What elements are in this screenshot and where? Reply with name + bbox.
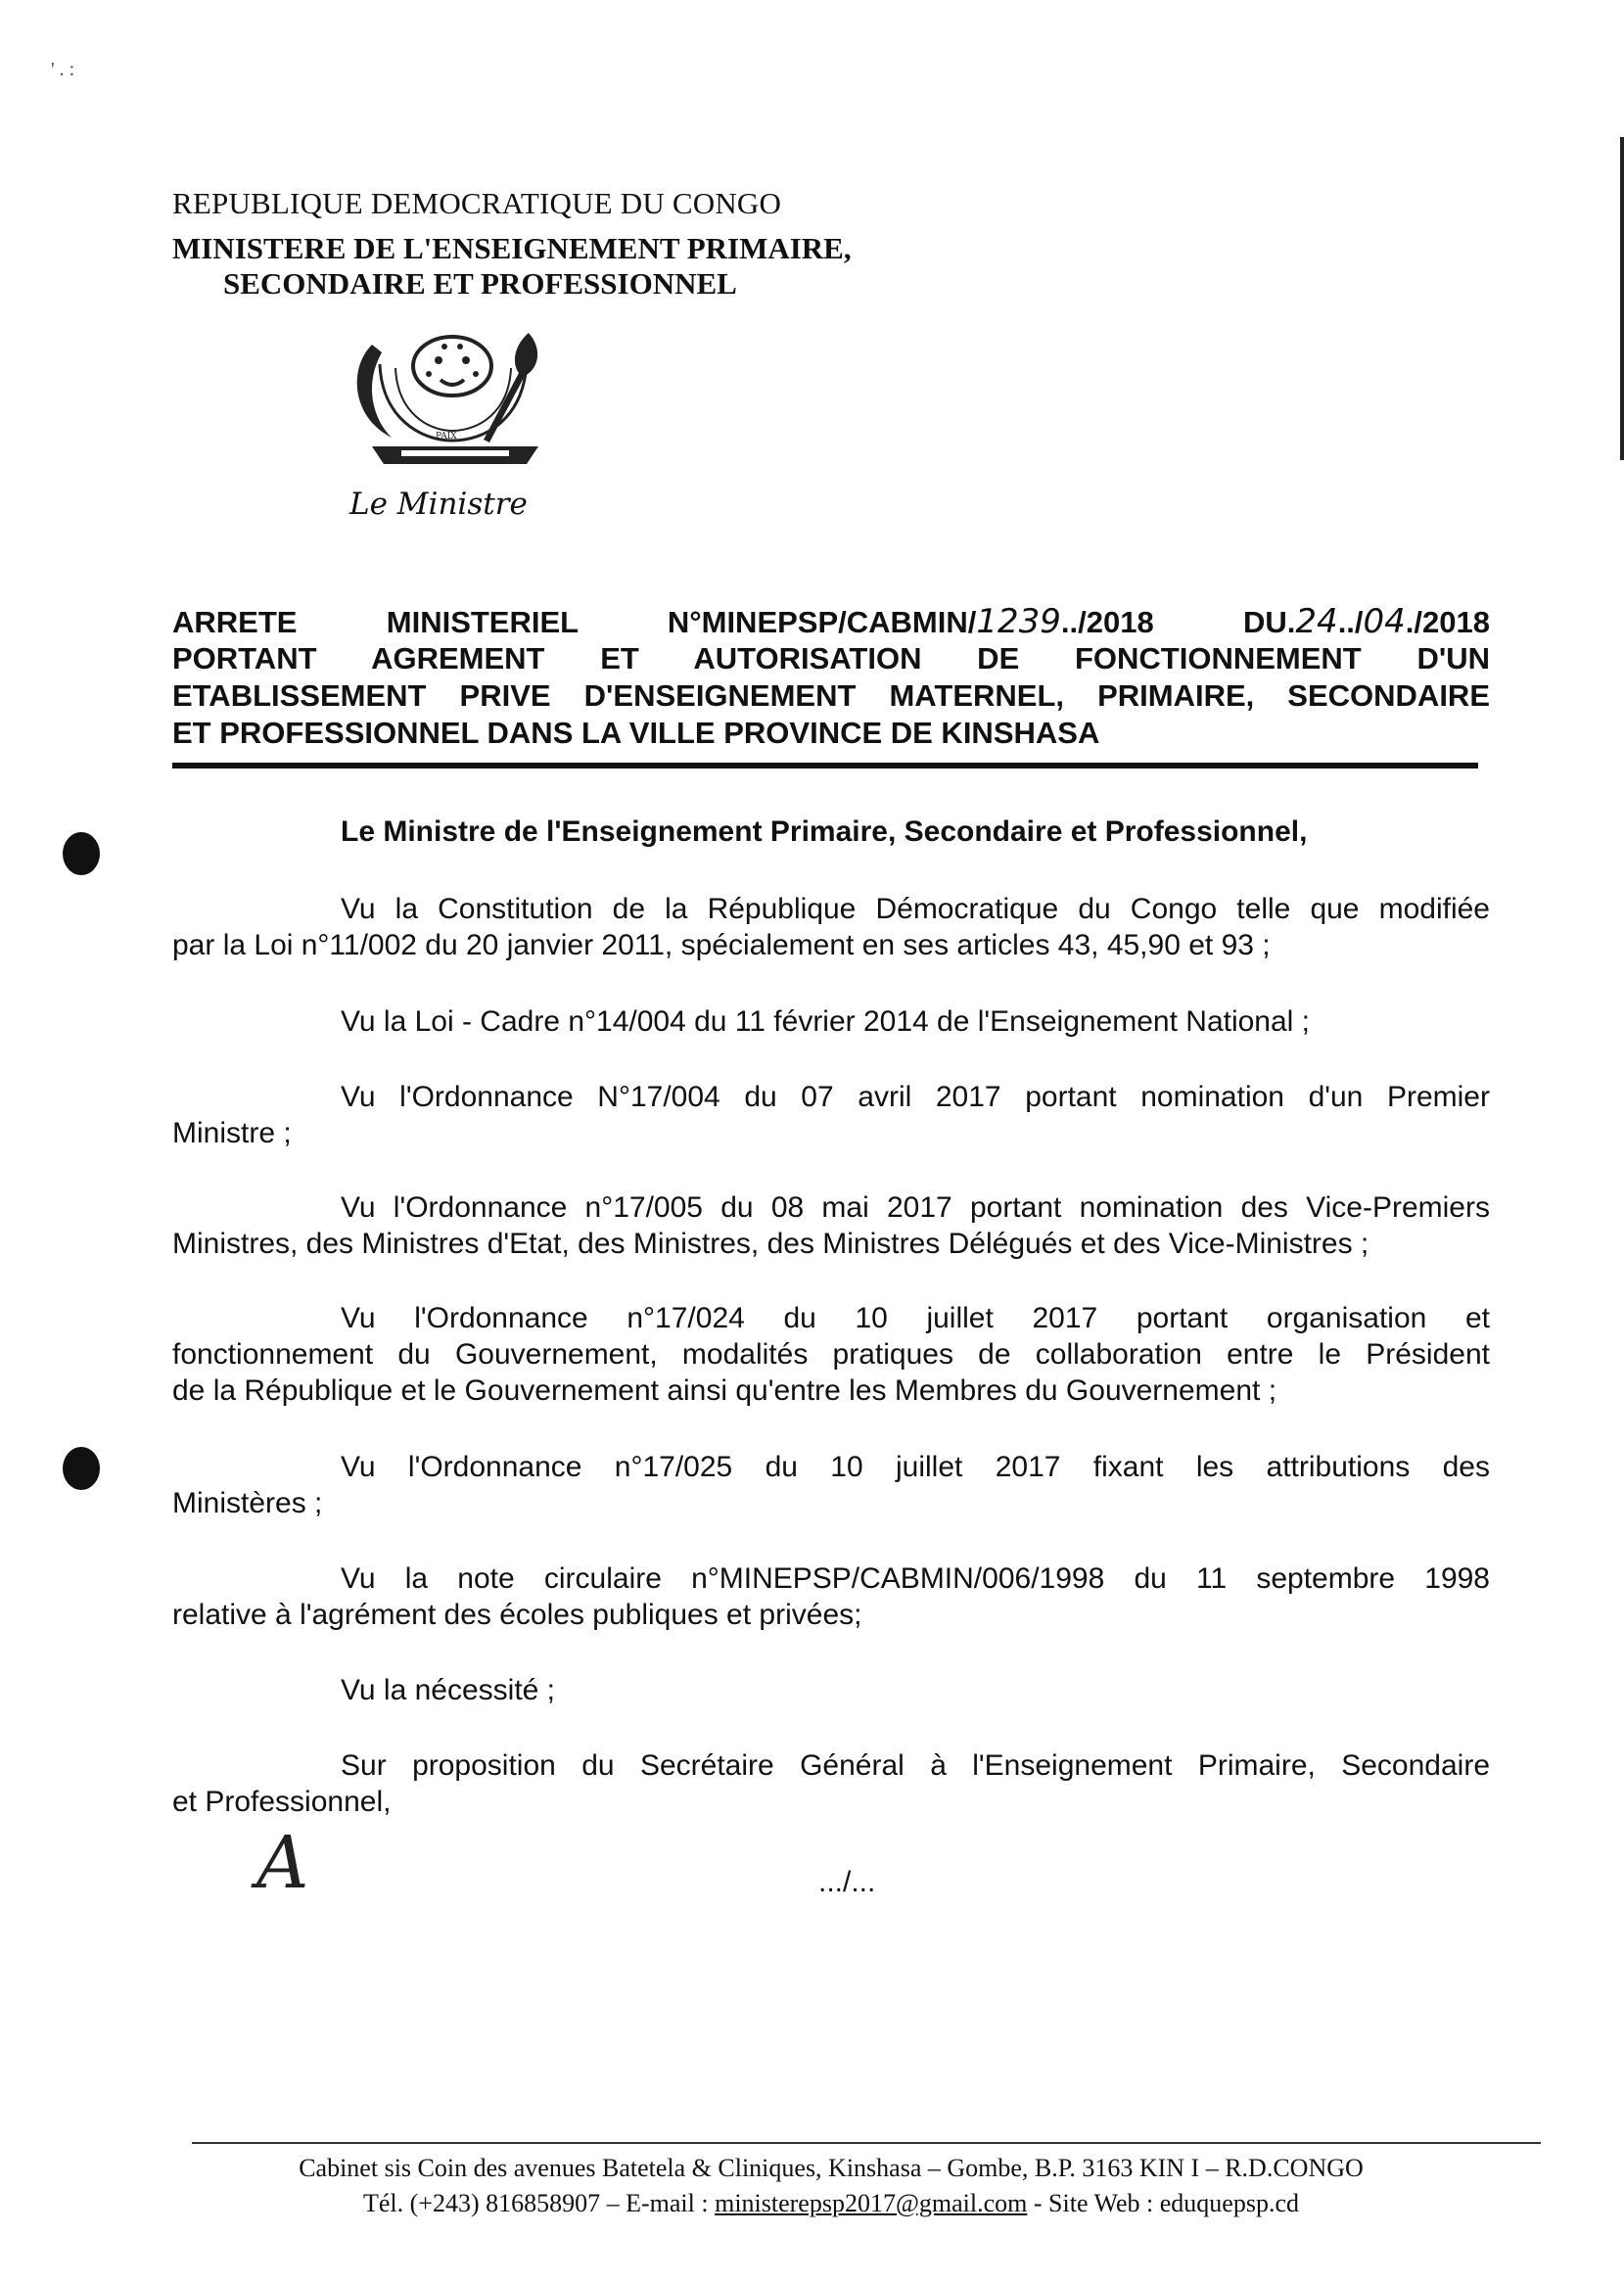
visa-ordonnance-attributions: [172, 1449, 1490, 1521]
footer-contact: [172, 2189, 1490, 2218]
decree-number-label: ARRETE MINISTERIEL N°MINEPSP/CABMIN/: [172, 605, 977, 639]
footer-website: - Site Web : eduquepsp.cd: [1027, 2189, 1299, 2217]
decree-title-line4: ET PROFESSIONNEL DANS LA VILLE PROVINCE DE KINSHASA: [172, 716, 1100, 750]
date-separator: ../: [1337, 605, 1364, 639]
visa-line: Vu l'Ordonnance n°17/025 du 10 juillet 2017 fixant les attributions des: [341, 1451, 1490, 1483]
visa-ordonnance-gouvernement: [172, 1300, 1490, 1409]
visa-line: Vu l'Ordonnance N°17/004 du 07 avril 2017 portant nomination d'un Premier: [341, 1081, 1490, 1113]
visa-constitution: [172, 891, 1490, 963]
visa-line: Vu l'Ordonnance n°17/024 du 10 juillet 2017 portant organisation et: [341, 1302, 1490, 1334]
scan-specks: ' . :: [51, 59, 75, 80]
visa-line: Ministères ;: [172, 1487, 323, 1519]
visa-line: et Professionnel,: [172, 1786, 392, 1818]
scan-edge-line: [1620, 137, 1624, 460]
visa-note-circulaire: [172, 1560, 1490, 1633]
handwritten-initial: A: [256, 1821, 309, 1905]
title-underline: [172, 763, 1478, 768]
visa-line: fonctionnement du Gouvernement, modalités pratiques de collaboration entre le Président: [172, 1338, 1490, 1371]
country-name: REPUBLIQUE DEMOCRATIQUE DU CONGO: [172, 186, 782, 220]
visa-line: Vu la Constitution de la République Démocratique du Congo telle que modifiée: [341, 893, 1490, 925]
visa-line: par la Loi n°11/002 du 20 janvier 2011, spécialement en ses articles 43, 45,90 et 93 ;: [172, 929, 1271, 961]
preamble-lead: Le Ministre de l'Enseignement Primaire, Secondaire et Professionnel,: [341, 815, 1308, 848]
footer-email-link[interactable]: ministerepsp2017@gmail.com: [715, 2189, 1028, 2217]
visa-ordonnance-premier-ministre: [172, 1079, 1490, 1151]
decree-title-line2: PORTANT AGREMENT ET AUTORISATION DE FONCTIONNEMENT D'UN: [172, 641, 1490, 675]
visa-proposition: [172, 1747, 1490, 1820]
decree-title-line3: ETABLISSEMENT PRIVE D'ENSEIGNEMENT MATERNEL, PRIMAIRE, SECONDAIRE: [172, 678, 1490, 713]
visa-line: Vu l'Ordonnance n°17/005 du 08 mai 2017 portant nomination des Vice-Premiers: [341, 1191, 1490, 1224]
footer-rule: [192, 2142, 1541, 2144]
decree-title-line1: [172, 603, 1490, 641]
visa-line: de la République et le Gouvernement ainsi qu'entre les Membres du Gouvernement ;: [172, 1374, 1277, 1407]
ministry-name-line2: SECONDAIRE ET PROFESSIONNEL: [223, 266, 737, 301]
visa-line: Sur proposition du Secrétaire Général à l'Enseignement Primaire, Secondaire: [341, 1749, 1490, 1782]
visa-necessite: [172, 1672, 1490, 1708]
decree-day-handwritten: 24: [1295, 602, 1338, 641]
decree-date-label: DU.: [1243, 605, 1296, 639]
svg-text:PAIX: PAIX: [436, 432, 457, 442]
decree-year: ../2018: [1060, 605, 1154, 639]
decree-number-handwritten: 1239: [976, 602, 1061, 641]
visa-line: Ministres, des Ministres d'Etat, des Ministres, des Ministres Délégués et des Vice-Ministres ;: [172, 1228, 1369, 1260]
visa-line: Vu la nécessité ;: [341, 1674, 556, 1706]
coat-of-arms-emblem: [343, 325, 578, 472]
footer-phone: Tél. (+243) 816858907 – E-mail :: [362, 2189, 716, 2217]
ministry-name-line1: MINISTERE DE L'ENSEIGNEMENT PRIMAIRE,: [172, 231, 852, 265]
visa-ordonnance-ministres: [172, 1189, 1490, 1262]
continuation-mark: .../...: [818, 1866, 876, 1898]
footer-address: Cabinet sis Coin des avenues Batetela & Cliniques, Kinshasa – Gombe, B.P. 3163 KIN I – R.D.CONGO: [299, 2154, 1364, 2182]
visa-loi-cadre: [172, 1003, 1490, 1040]
visa-line: Vu la note circulaire n°MINEPSP/CABMIN/006/1998 du 11 septembre 1998: [341, 1562, 1490, 1595]
decree-date-year: ./2018: [1405, 605, 1490, 639]
visa-line: relative à l'agrément des écoles publiques et privées;: [172, 1599, 862, 1631]
visa-line: Ministre ;: [172, 1117, 292, 1149]
signatory-title: Le Ministre: [349, 487, 528, 522]
punch-hole-bottom: [63, 1447, 100, 1490]
punch-hole-top: [63, 832, 100, 875]
visa-line: Vu la Loi - Cadre n°14/004 du 11 février 2014 de l'Enseignement National ;: [341, 1005, 1311, 1038]
decree-month-handwritten: 04: [1363, 602, 1406, 641]
